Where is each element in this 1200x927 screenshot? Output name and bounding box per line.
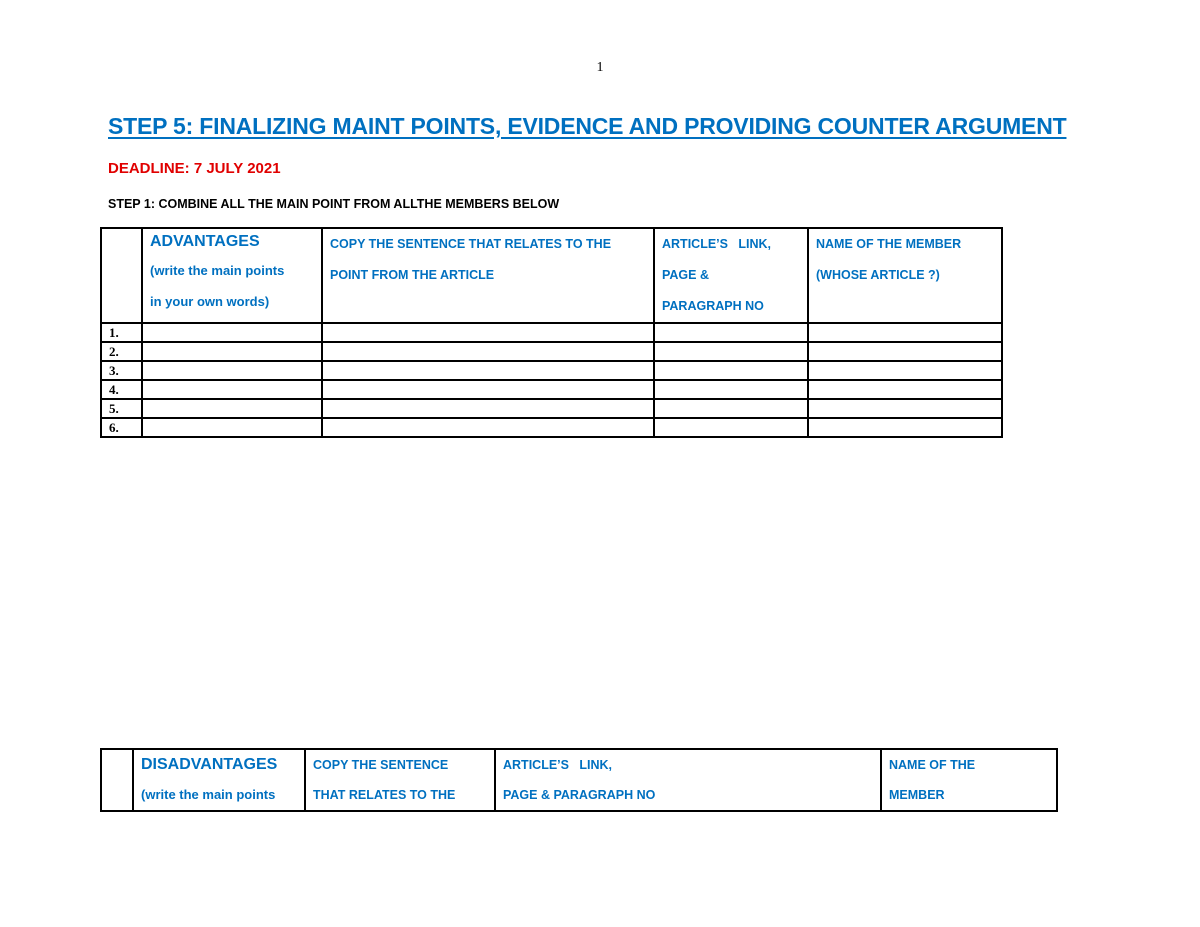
table-row xyxy=(101,342,1002,361)
table-row xyxy=(101,418,1002,437)
article-link-cell[interactable] xyxy=(654,323,808,342)
sentence-cell[interactable] xyxy=(322,323,654,342)
member-name-line1: NAME OF THE MEMBER xyxy=(816,237,962,251)
page-title: STEP 5: FINALIZING MAINT POINTS, EVIDENCE AND PROVIDING COUNTER ARGUMENT xyxy=(108,113,1067,139)
article-link-line2: PAGE & xyxy=(662,268,709,282)
sentence-cell[interactable] xyxy=(322,361,654,380)
table-row xyxy=(101,361,1002,380)
copy-sentence-line1: COPY THE SENTENCE xyxy=(313,758,449,772)
row-number: 3. xyxy=(101,361,142,380)
article-link-cell[interactable] xyxy=(654,342,808,361)
article-link-header xyxy=(495,749,881,811)
advantage-cell[interactable] xyxy=(142,342,322,361)
article-link-header xyxy=(654,228,808,323)
sentence-cell[interactable] xyxy=(322,342,654,361)
member-name-line1: NAME OF THE xyxy=(889,758,976,772)
advantages-subtitle-line1: (write the main points xyxy=(150,263,285,278)
copy-sentence-line2: THAT RELATES TO THE xyxy=(313,788,456,802)
member-name-header xyxy=(881,749,1057,811)
advantages-subtitle-line2: in your own words) xyxy=(150,294,270,309)
table-row xyxy=(101,380,1002,399)
advantages-header xyxy=(142,228,322,323)
article-link-cell[interactable] xyxy=(654,418,808,437)
article-link-line1: ARTICLE’S LINK, xyxy=(662,237,772,251)
copy-sentence-line2: POINT FROM THE ARTICLE xyxy=(330,268,495,282)
disadvantages-header xyxy=(133,749,305,811)
member-name-header xyxy=(808,228,1002,323)
member-name-line2: MEMBER xyxy=(889,788,945,802)
advantage-cell[interactable] xyxy=(142,361,322,380)
row-number: 1. xyxy=(101,323,142,342)
sentence-cell[interactable] xyxy=(322,418,654,437)
advantages-table xyxy=(100,227,1003,438)
table-row xyxy=(101,323,1002,342)
disadvantages-table xyxy=(100,748,1058,812)
row-number-header xyxy=(101,228,142,323)
deadline-text: DEADLINE: 7 JULY 2021 xyxy=(108,160,281,177)
advantages-header-row xyxy=(101,228,1002,323)
copy-sentence-header xyxy=(322,228,654,323)
table-row xyxy=(101,399,1002,418)
article-link-line1: ARTICLE’S LINK, xyxy=(503,758,613,772)
advantage-cell[interactable] xyxy=(142,418,322,437)
member-name-cell[interactable] xyxy=(808,399,1002,418)
article-link-cell[interactable] xyxy=(654,380,808,399)
copy-sentence-header xyxy=(305,749,495,811)
article-link-line3: PARAGRAPH NO xyxy=(662,299,764,313)
member-name-cell[interactable] xyxy=(808,380,1002,399)
row-number: 4. xyxy=(101,380,142,399)
member-name-line2: (WHOSE ARTICLE ?) xyxy=(816,268,940,282)
advantages-title: ADVANTAGES xyxy=(150,233,260,250)
sentence-cell[interactable] xyxy=(322,399,654,418)
sentence-cell[interactable] xyxy=(322,380,654,399)
member-name-cell[interactable] xyxy=(808,361,1002,380)
article-link-line2: PAGE & PARAGRAPH NO xyxy=(503,788,656,802)
article-link-cell[interactable] xyxy=(654,361,808,380)
advantage-cell[interactable] xyxy=(142,380,322,399)
row-number-header xyxy=(101,749,133,811)
member-name-cell[interactable] xyxy=(808,418,1002,437)
step-instruction: STEP 1: COMBINE ALL THE MAIN POINT FROM ALLTHE MEMBERS BELOW xyxy=(108,197,560,211)
page-number: 1 xyxy=(596,60,604,75)
disadvantages-subtitle-line1: (write the main points xyxy=(141,787,276,802)
copy-sentence-line1: COPY THE SENTENCE THAT RELATES TO THE xyxy=(330,237,612,251)
row-number: 5. xyxy=(101,399,142,418)
disadvantages-header-row xyxy=(101,749,1057,811)
row-number: 2. xyxy=(101,342,142,361)
article-link-cell[interactable] xyxy=(654,399,808,418)
member-name-cell[interactable] xyxy=(808,323,1002,342)
disadvantages-title: DISADVANTAGES xyxy=(141,756,278,773)
member-name-cell[interactable] xyxy=(808,342,1002,361)
row-number: 6. xyxy=(101,418,142,437)
advantage-cell[interactable] xyxy=(142,323,322,342)
advantage-cell[interactable] xyxy=(142,399,322,418)
